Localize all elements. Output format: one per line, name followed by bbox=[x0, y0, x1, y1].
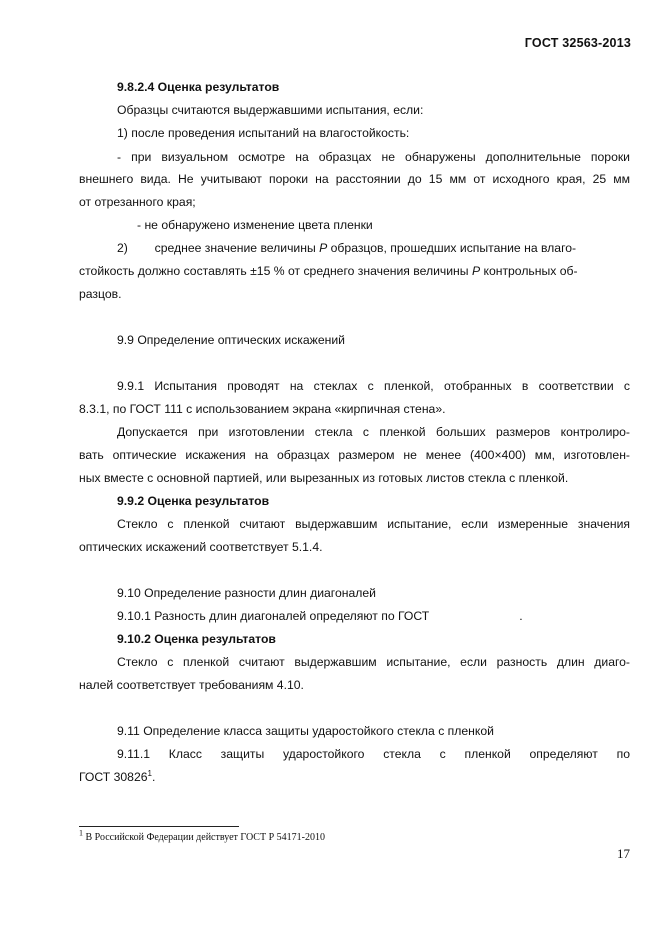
section-title-9-9: 9.9 Определение оптических искажений bbox=[117, 333, 345, 347]
section-title-9-10-2: 9.10.2 Оценка результатов bbox=[117, 632, 276, 646]
paragraph-line: от отрезанного края; bbox=[79, 195, 196, 209]
text-fragment: стойкость должно составлять ±15 % от среднего значения величины bbox=[79, 264, 469, 278]
paragraph-line: Стекло с пленкой считают выдержавшим испытание, если измеренные значения bbox=[117, 517, 630, 531]
paragraph-line: Допускается при изготовлении стекла с пленкой больших размеров контролиро- bbox=[117, 425, 630, 439]
footnote-divider bbox=[79, 826, 239, 827]
text-fragment: . bbox=[519, 609, 523, 623]
section-title-9-11: 9.11 Определение класса защиты ударостойкого стекла с пленкой bbox=[117, 724, 494, 738]
paragraph-line bbox=[117, 240, 630, 256]
footnote bbox=[79, 828, 325, 843]
text-fragment: 9.10.1 Разность длин диагоналей определяют по ГОСТ bbox=[117, 609, 430, 623]
paragraph-line bbox=[79, 769, 630, 785]
text-fragment: контрольных об- bbox=[483, 264, 578, 278]
paragraph-line: налей соответствует требованиям 4.10. bbox=[79, 678, 304, 692]
paragraph-line: разцов. bbox=[79, 287, 122, 301]
section-title-9-8-2-4: 9.8.2.4 Оценка результатов bbox=[117, 80, 280, 94]
paragraph-line: оптических искажений соответствует 5.1.4. bbox=[79, 540, 323, 554]
text-fragment: ГОСТ 30826 bbox=[79, 770, 148, 784]
paragraph-line: 9.11.1 Класс защиты ударостойкого стекла с пленкой определяют по bbox=[117, 747, 630, 761]
paragraph-line: - при визуальном осмотре на образцах не обнаружены дополнительные пороки bbox=[117, 150, 630, 164]
paragraph-line: вать оптические искажения на образцах размером не менее (400×400) мм, изготовлен- bbox=[79, 448, 630, 462]
footnote-text: В Российской Федерации действует ГОСТ Р 54171-2010 bbox=[85, 832, 325, 843]
paragraph-line: внешнего вида. Не учитывают пороки на расстоянии до 15 мм от исходного края, 25 мм bbox=[79, 172, 630, 186]
footnote-reference[interactable]: 1 bbox=[147, 768, 152, 778]
paragraph: Образцы считаются выдержавшими испытания, если: bbox=[117, 103, 424, 117]
footnote-mark: 1 bbox=[79, 828, 83, 838]
text-fragment: среднее значение величины bbox=[154, 241, 316, 255]
paragraph-line bbox=[117, 608, 630, 624]
paragraph-line bbox=[79, 263, 630, 279]
paragraph-line: 9.9.1 Испытания проводят на стеклах с пленкой, отобранных в соответствии с bbox=[117, 379, 630, 393]
paragraph-line: ных вместе с основной партией, или вырезанных из готовых листов стекла с пленкой. bbox=[79, 471, 569, 485]
symbol-p: P bbox=[471, 264, 481, 278]
section-title-9-9-2: 9.9.2 Оценка результатов bbox=[117, 494, 270, 508]
paragraph: - не обнаружено изменение цвета пленки bbox=[137, 218, 373, 232]
paragraph-line: Стекло с пленкой считают выдержавшим испытание, если разность длин диаго- bbox=[117, 655, 630, 669]
document-header: ГОСТ 32563-2013 bbox=[524, 36, 631, 50]
list-number: 2) bbox=[117, 241, 128, 255]
paragraph-line: 8.3.1, по ГОСТ 111 с использованием экрана «кирпичная стена». bbox=[79, 402, 446, 416]
text-fragment: образцов, прошедших испытание на влаго- bbox=[330, 241, 577, 255]
text-fragment: . bbox=[151, 770, 156, 784]
page-number: 17 bbox=[617, 846, 630, 861]
section-title-9-10: 9.10 Определение разности длин диагоналей bbox=[117, 586, 376, 600]
symbol-p: P bbox=[319, 241, 328, 255]
paragraph: 1) после проведения испытаний на влагостойкость: bbox=[117, 126, 410, 140]
